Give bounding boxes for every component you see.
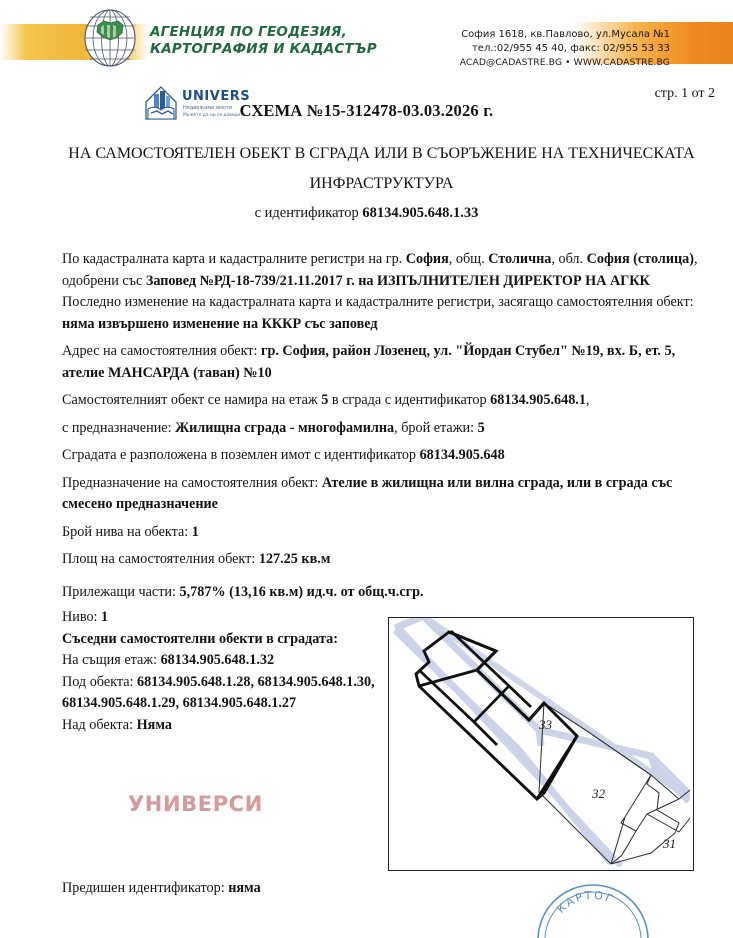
p6-land-id: 68134.905.648 [419,447,505,463]
contact-phone: тел.:02/955 45 40, факс: 02/955 53 33 [471,43,670,54]
contact-email-web: ACAD@CADASTRE.BG • WWW.CADASTRE.BG [459,57,670,68]
p4-c: , [585,392,590,408]
paragraph-address [62,341,712,384]
agency-contact-block [400,28,670,70]
above-label: Над обекта: [62,716,137,733]
level-value: 1 [101,609,109,625]
agency-globe-logo-icon [78,6,142,70]
identifier-subtitle [0,205,733,222]
identifier-label: с идентификатор [254,205,363,221]
main-title-line2: ИНФРАСТРУКТУРА [309,175,454,192]
universi-watermark: УНИВЕРСИ [128,792,263,816]
paragraph-adjacent-parts [62,582,712,604]
p2-value: няма извършено изменение на КККР със заповед [62,315,378,332]
p1-d: , одобрени със [62,251,698,289]
official-round-stamp [528,878,658,938]
p1-b: , общ. [448,251,489,267]
previous-identifier-label: Предишен идентификатор: [62,880,229,896]
below-label: Под обекта: [62,673,137,690]
same-floor-label: На същия етаж: [62,652,161,668]
p7-value: Ателие в жилищна или вилна сграда, или в сграда със смесено предназначение [62,474,673,512]
p8-label: Брой нива на обекта: [62,523,192,540]
p1-order: Заповед №РД-18-739/21.11.2017 г. на ИЗПЪЛНИТЕЛЕН ДИРЕКТОР НА АГКК [145,272,650,289]
level-label: Ниво: [62,609,102,625]
paragraph-building-purpose [62,418,712,440]
agency-name [150,24,377,58]
below-value: 68134.905.648.1.28, 68134.905.648.1.30, 68134.905.648.1.29, 68134.905.648.1.27 [62,673,375,711]
p2-label: Последно изменение на кадастралната карта и кадастралните регистри, засягащо самостоятелния обект: [62,294,694,310]
previous-identifier-line [62,880,261,897]
unit-label-33: 33 [539,717,552,732]
p5-a: с предназначение: [62,419,176,436]
p10-label: Прилежащи части: [62,583,180,600]
identifier-value: 68134.905.648.1.33 [362,205,479,221]
main-title-line1: НА САМОСТОЯТЕЛЕН ОБЕКТ В СГРАДА ИЛИ В СЪОРЪЖЕНИЕ НА ТЕХНИЧЕСКАТА [68,145,695,162]
above-value: Няма [136,716,172,733]
document-number-title: СХЕМА №15-312478-03.03.2026 г. [239,101,494,120]
agency-name-line2: КАРТОГРАФИЯ И КАДАСТЪР [150,41,377,57]
neighbours-below [62,672,382,715]
p10-value: 5,787% (13,16 кв.м) ид.ч. от общ.ч.сгр. [179,583,424,600]
p4-building-id: 68134.905.648.1 [490,392,586,408]
p9-value: 127.25 кв.м [258,551,331,567]
page-number: стр. 1 от 2 [654,86,715,101]
neighbours-same-floor [62,650,382,672]
p1-c: , обл. [551,251,587,267]
paragraph-land-plot [62,445,712,467]
p8-value: 1 [191,523,199,540]
p7-label: Предназначение на самостоятелния обект: [62,474,322,491]
p5-floors: 5 [477,419,485,436]
p1-municipality: Столична [488,251,552,267]
neighbours-block [62,607,382,736]
p1-city: София [405,251,449,267]
p3-value: гр. София, район Лозенец, ул. "Йордан Стубел" №19, вх. Б, ет. 5, ателие МАНСАРДА (таван) №10 [62,343,676,381]
document-body [62,249,712,609]
neighbours-heading-text: Съседни самостоятелни обекти в сградата: [62,630,338,647]
document-main-title [60,139,703,199]
p4-a: Самостоятелният обект се намира на етаж [62,392,322,408]
unit-label-32: 32 [592,786,605,801]
unit-label-31: 31 [663,836,676,851]
same-floor-value: 68134.905.648.1.32 [160,652,275,668]
paragraph-floor-building [62,390,712,412]
cadastral-floor-plan-diagram [388,617,694,871]
paragraph-cadastral-map [62,249,712,292]
p6-a: Сградата е разположена в поземлен имот с идентификатор [62,447,420,463]
neighbours-heading [62,629,382,651]
p5-purpose: Жилищна сграда - многофамилна [175,419,395,436]
paragraph-levels-count [62,522,712,544]
svg-text:Можете да ни се доверите: Можете да ни се доверите [183,113,246,118]
p3-label: Адрес на самостоятелния обект: [62,343,261,359]
document-header [0,0,733,78]
p9-label: Площ на самостоятелния обект: [62,551,259,567]
highlighted-unit-33 [416,632,577,799]
p4-b: в сграда с идентификатор [328,392,491,408]
p1-a: По кадастралната карта и кадастралните регистри на гр. [62,251,406,267]
p5-b: , брой етажи: [394,419,478,436]
p1-region: София (столица) [586,251,694,267]
previous-identifier-value: няма [228,880,261,896]
level-line [62,607,382,629]
p4-floor: 5 [321,392,329,408]
neighbours-above [62,715,382,737]
paragraph-area [62,549,712,571]
svg-text:КАРТОГ: КАРТОГ [554,888,617,916]
svg-text:Недвижими имоти: Недвижими имоти [183,105,233,111]
paragraph-object-purpose [62,473,712,516]
contact-address: София 1618, кв.Павлово, ул.Мусала №1 [461,29,670,40]
svg-text:UNIVERSI: UNIVERSI [182,89,250,104]
paragraph-last-change [62,292,712,335]
agency-name-line1: АГЕНЦИЯ ПО ГЕОДЕЗИЯ, [150,24,347,40]
